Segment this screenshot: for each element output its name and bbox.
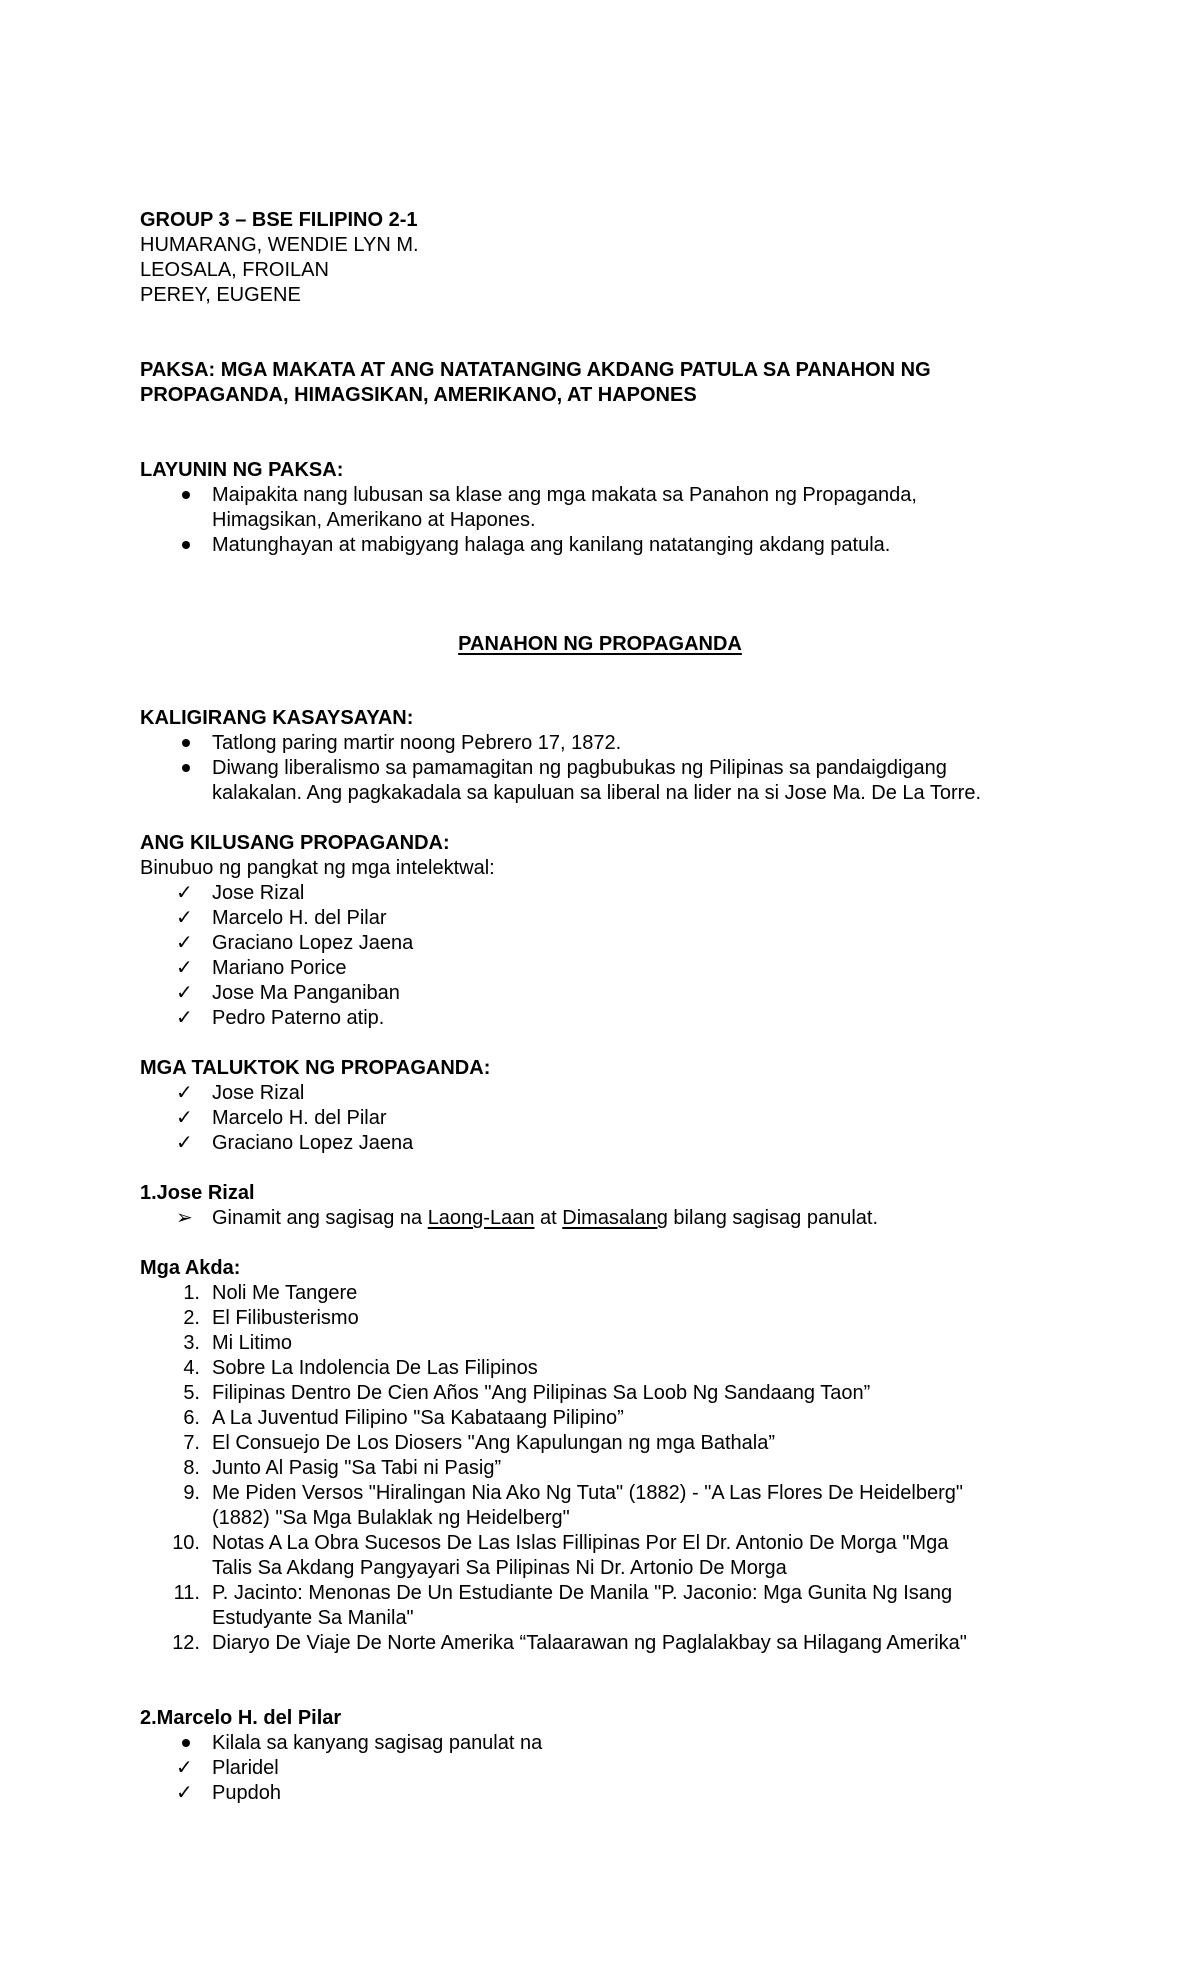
movement-intro: Binubuo ng pangkat ng mga intelektwal: bbox=[140, 857, 495, 879]
member-name: HUMARANG, WENDIE LYN M. bbox=[140, 234, 419, 256]
list-item: 2. El Filibusterismo bbox=[183, 1307, 359, 1329]
check-icon: ✓ bbox=[176, 907, 193, 929]
works-list bbox=[140, 1281, 967, 1656]
bullet-icon bbox=[182, 1739, 190, 1747]
group-title: GROUP 3 – BSE FILIPINO 2-1 bbox=[140, 209, 418, 231]
list-item: 12. Diaryo De Viaje De Norte Amerika “Talaarawan ng Paglalakbay sa Hilagang Amerika" bbox=[172, 1632, 967, 1654]
objectives-heading: LAYUNIN NG PAKSA: bbox=[140, 459, 344, 481]
member-name: LEOSALA, FROILAN bbox=[140, 259, 329, 281]
check-icon: ✓ bbox=[176, 882, 193, 904]
pen-name: Laong-Laan bbox=[427, 1207, 535, 1229]
bullet-icon bbox=[182, 764, 190, 772]
bullet-icon bbox=[182, 739, 190, 747]
list-item: 6. A La Juventud Filipino "Sa Kabataang Pilipino” bbox=[183, 1407, 624, 1429]
list-item: ✓ Pedro Paterno atip. bbox=[176, 1007, 385, 1029]
check-icon: ✓ bbox=[176, 1782, 193, 1804]
list-item: 3. Mi Litimo bbox=[183, 1332, 293, 1354]
pilar-list bbox=[140, 1731, 542, 1806]
check-icon: ✓ bbox=[176, 1132, 193, 1154]
list-item: ✓ Jose Rizal bbox=[176, 882, 305, 904]
section-title: PANAHON NG PROPAGANDA bbox=[458, 633, 742, 655]
bullet-icon bbox=[182, 491, 190, 499]
bullet-icon bbox=[182, 541, 190, 549]
check-icon: ✓ bbox=[176, 932, 193, 954]
rizal-heading: 1.Jose Rizal bbox=[140, 1182, 255, 1204]
list-item: ✓ Jose Ma Panganiban bbox=[176, 982, 400, 1004]
list-item: 7. El Consuejo De Los Diosers "Ang Kapulungan ng mga Bathala” bbox=[183, 1432, 775, 1454]
peaks-members-list bbox=[140, 1081, 413, 1156]
background-heading: KALIGIRANG KASAYSAYAN: bbox=[140, 707, 414, 729]
check-icon: ✓ bbox=[176, 1757, 193, 1779]
topic-line: PAKSA: MGA MAKATA AT ANG NATATANGING AKDANG PATULA SA PANAHON NG bbox=[140, 359, 931, 381]
list-item: 1. Noli Me Tangere bbox=[183, 1282, 358, 1304]
list-item: ✓ Plaridel bbox=[176, 1757, 279, 1779]
rizal-pen-names bbox=[140, 1206, 878, 1231]
list-item: ✓ Graciano Lopez Jaena bbox=[176, 1132, 414, 1154]
list-item: ✓ Pupdoh bbox=[176, 1782, 281, 1804]
list-item: ➢ Ginamit ang sagisag na Laong-Laan at Dimasalang bilang sagisag panulat. bbox=[176, 1207, 879, 1229]
movement-members-list bbox=[140, 881, 413, 1031]
check-icon: ✓ bbox=[176, 1107, 193, 1129]
works-heading: Mga Akda: bbox=[140, 1257, 241, 1279]
check-icon: ✓ bbox=[176, 1082, 193, 1104]
objectives-list bbox=[140, 483, 917, 558]
topic-line: PROPAGANDA, HIMAGSIKAN, AMERIKANO, AT HAPONES bbox=[140, 384, 697, 406]
list-item: 11. P. Jacinto: Menonas De Un Estudiante De Manila "P. Jaconio: Mga Gunita Ng Isang Estudyante Sa Manila" bbox=[173, 1582, 953, 1629]
peaks-heading: MGA TALUKTOK NG PROPAGANDA: bbox=[140, 1057, 491, 1079]
movement-heading: ANG KILUSANG PROPAGANDA: bbox=[140, 832, 450, 854]
list-item: 9. Me Piden Versos "Hiralingan Nia Ako Ng Tuta" (1882) - "A Las Flores De Heidelberg" (1882) "Sa Mga Bulaklak ng Heidelberg" bbox=[183, 1482, 963, 1529]
check-icon: ✓ bbox=[176, 957, 193, 979]
list-item: 8. Junto Al Pasig "Sa Tabi ni Pasig” bbox=[183, 1457, 502, 1479]
arrow-icon: ➢ bbox=[176, 1207, 193, 1229]
list-item: ✓ Mariano Porice bbox=[176, 957, 347, 979]
list-item: Kilala sa kanyang sagisag panulat na bbox=[140, 1731, 542, 1756]
list-item: Tatlong paring martir noong Pebrero 17, 1872. bbox=[140, 731, 981, 756]
list-item: ✓ Marcelo H. del Pilar bbox=[176, 1107, 387, 1129]
list-item: ✓ Marcelo H. del Pilar bbox=[176, 907, 387, 929]
pen-name: Dimasalang bbox=[562, 1207, 668, 1229]
list-item: Matunghayan at mabigyang halaga ang kanilang natatanging akdang patula. bbox=[140, 533, 917, 558]
list-item: 5. Filipinas Dentro De Cien Años "Ang Pilipinas Sa Loob Ng Sandaang Taon” bbox=[183, 1382, 871, 1404]
check-icon: ✓ bbox=[176, 982, 193, 1004]
list-item: ✓ Graciano Lopez Jaena bbox=[176, 932, 414, 954]
check-icon: ✓ bbox=[176, 1007, 193, 1029]
member-name: PEREY, EUGENE bbox=[140, 284, 301, 306]
list-item: 10. Notas A La Obra Sucesos De Las Islas Fillipinas Por El Dr. Antonio De Morga "Mga Talis Sa Akdang Pangyayari Sa Pilipinas Ni Dr. Artonio De Morga bbox=[172, 1532, 949, 1579]
list-item: 4. Sobre La Indolencia De Las Filipinos bbox=[183, 1357, 538, 1379]
list-item: Maipakita nang lubusan sa klase ang mga makata sa Panahon ng Propaganda, Himagsikan, Amerikano at Hapones. bbox=[140, 483, 917, 533]
background-list bbox=[140, 731, 981, 806]
list-item: Diwang liberalismo sa pamamagitan ng pagbubukas ng Pilipinas sa pandaigdigang kalakalan. Ang pagkakadala sa kapuluan sa liberal na lider na si Jose Ma. De La Torre. bbox=[140, 756, 981, 806]
list-item: ✓ Jose Rizal bbox=[176, 1082, 305, 1104]
pilar-heading: 2.Marcelo H. del Pilar bbox=[140, 1707, 342, 1729]
